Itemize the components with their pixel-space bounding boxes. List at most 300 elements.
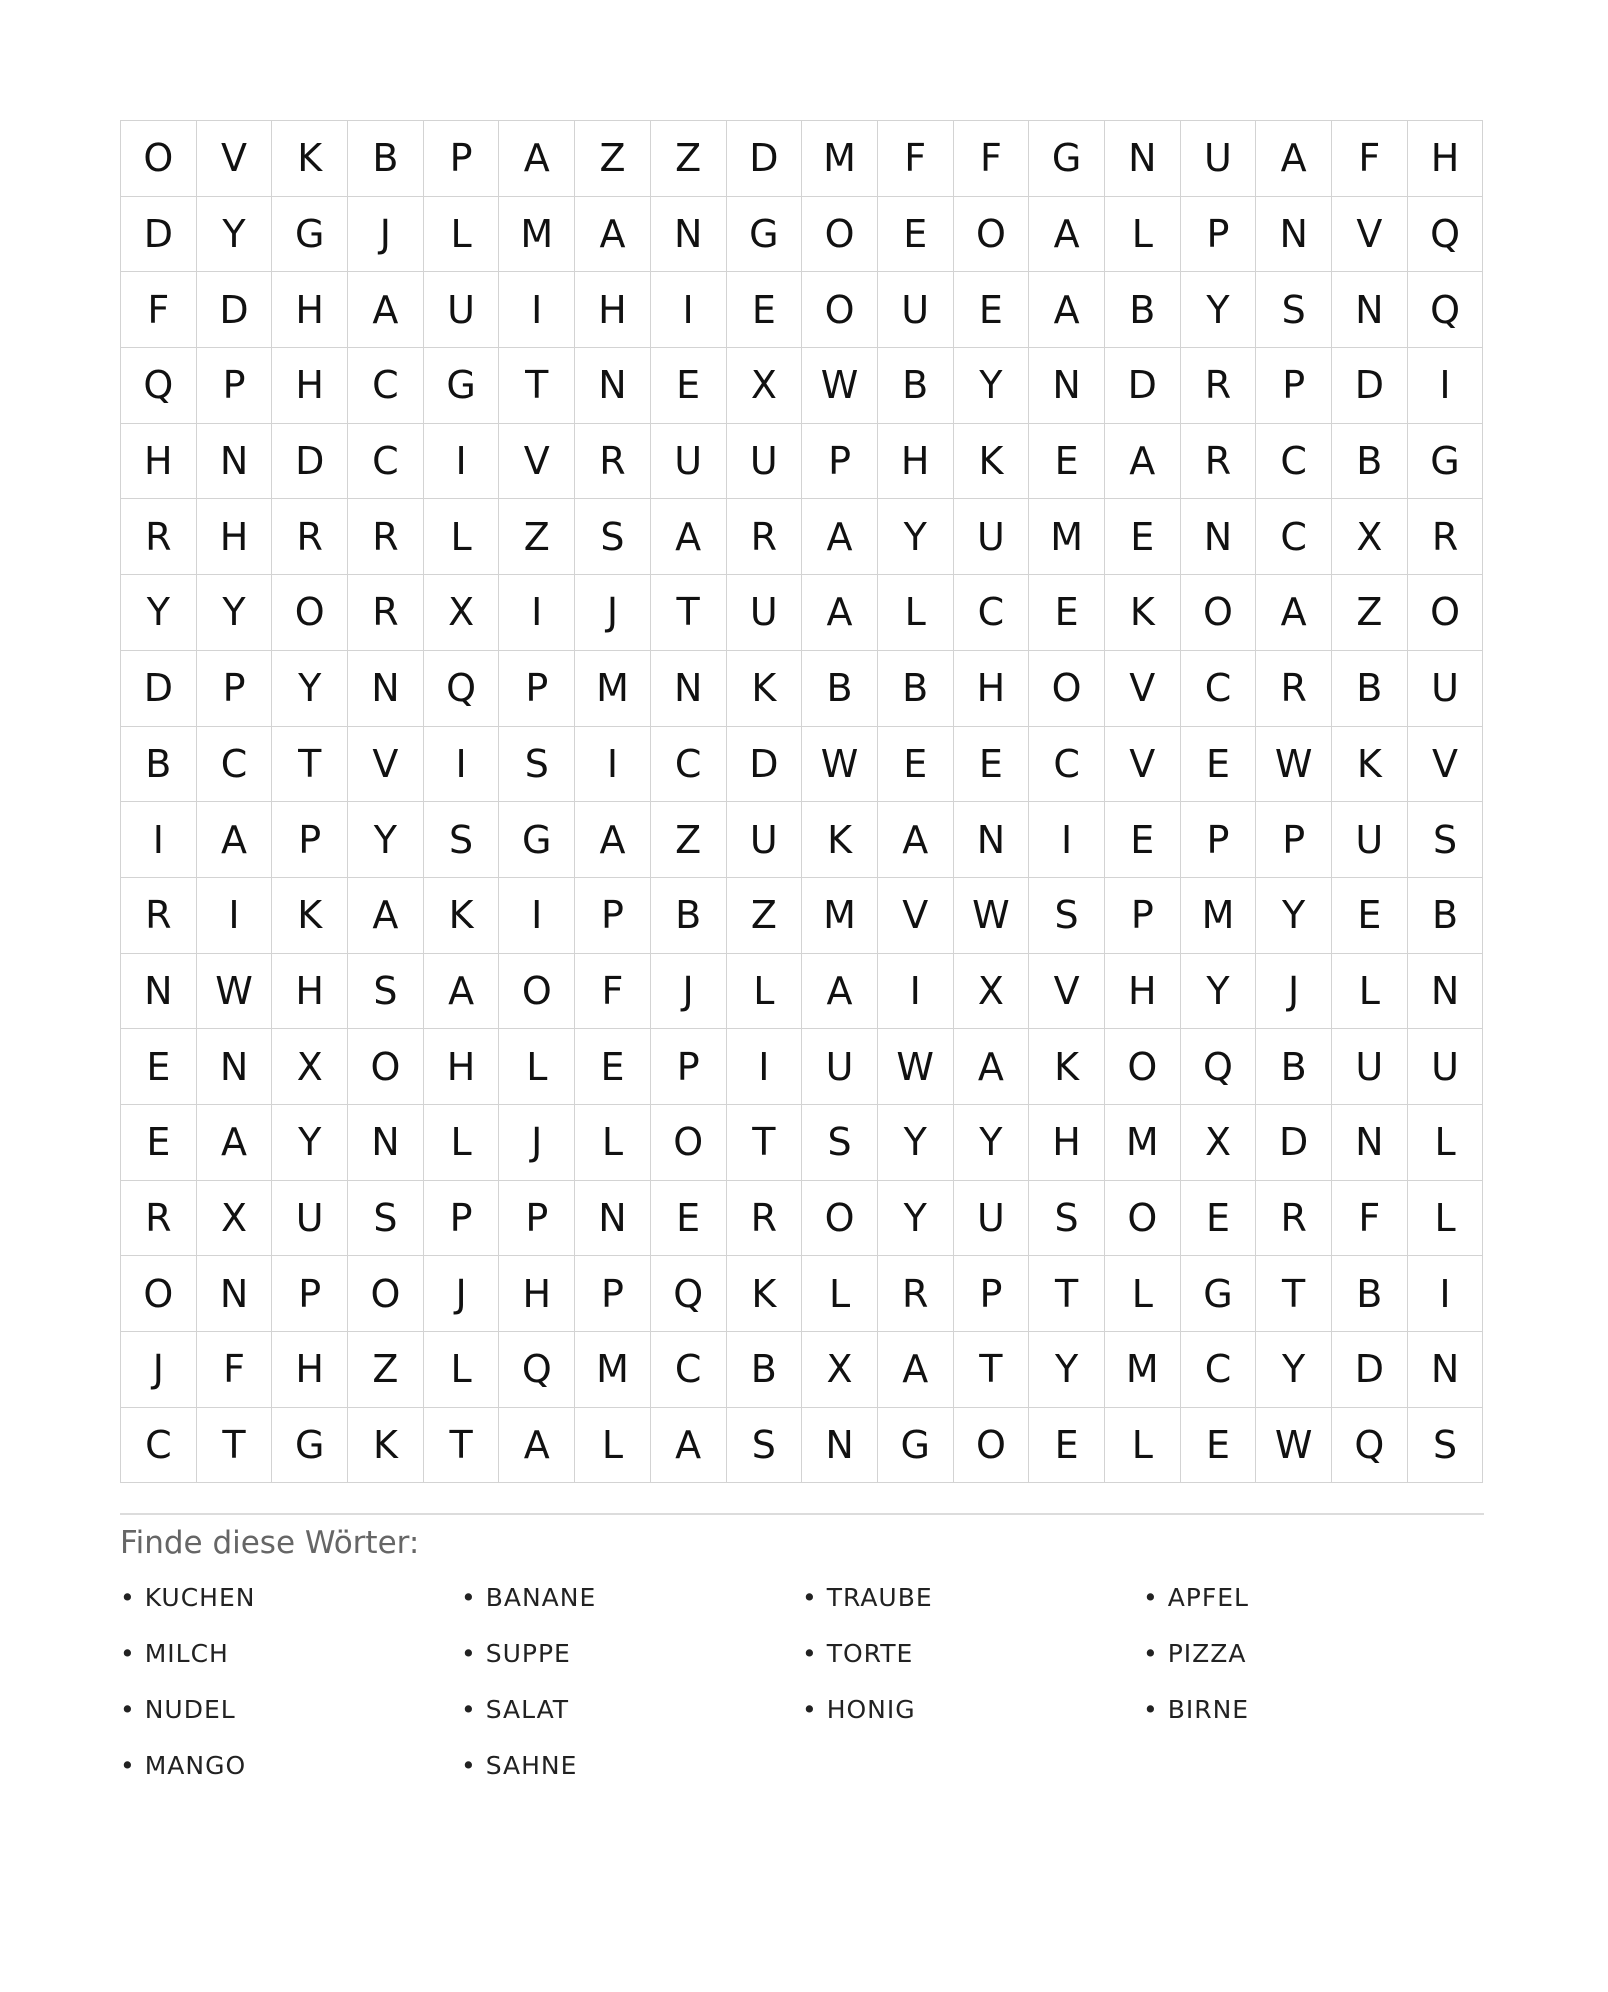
grid-cell[interactable]: N <box>575 1181 651 1257</box>
grid-cell[interactable]: Q <box>1408 272 1484 348</box>
grid-cell[interactable]: H <box>1408 121 1484 197</box>
grid-cell[interactable]: B <box>121 727 197 803</box>
grid-cell[interactable]: Z <box>727 878 803 954</box>
grid-cell[interactable]: C <box>348 424 424 500</box>
grid-cell[interactable]: S <box>424 802 500 878</box>
grid-cell[interactable]: O <box>802 197 878 273</box>
grid-cell[interactable]: E <box>1029 424 1105 500</box>
grid-cell[interactable]: V <box>1029 954 1105 1030</box>
grid-cell[interactable]: B <box>1332 424 1408 500</box>
grid-cell[interactable]: R <box>1256 1181 1332 1257</box>
grid-cell[interactable]: K <box>802 802 878 878</box>
grid-cell[interactable]: K <box>954 424 1030 500</box>
grid-cell[interactable]: M <box>1029 499 1105 575</box>
grid-cell[interactable]: B <box>1332 1256 1408 1332</box>
grid-cell[interactable]: N <box>1029 348 1105 424</box>
grid-cell[interactable]: J <box>651 954 727 1030</box>
grid-cell[interactable]: A <box>575 802 651 878</box>
grid-cell[interactable]: L <box>424 1332 500 1408</box>
grid-cell[interactable]: T <box>272 727 348 803</box>
grid-cell[interactable]: E <box>575 1029 651 1105</box>
grid-cell[interactable]: T <box>424 1408 500 1484</box>
grid-cell[interactable]: W <box>802 727 878 803</box>
grid-cell[interactable]: A <box>802 954 878 1030</box>
grid-cell[interactable]: F <box>1332 121 1408 197</box>
grid-cell[interactable]: B <box>1408 878 1484 954</box>
grid-cell[interactable]: N <box>1256 197 1332 273</box>
grid-cell[interactable]: Z <box>575 121 651 197</box>
grid-cell[interactable]: W <box>878 1029 954 1105</box>
grid-cell[interactable]: P <box>424 1181 500 1257</box>
grid-cell[interactable]: B <box>1256 1029 1332 1105</box>
grid-cell[interactable]: D <box>727 121 803 197</box>
grid-cell[interactable]: Q <box>499 1332 575 1408</box>
grid-cell[interactable]: S <box>1408 802 1484 878</box>
grid-cell[interactable]: R <box>121 499 197 575</box>
grid-cell[interactable]: M <box>1105 1105 1181 1181</box>
grid-cell[interactable]: P <box>499 651 575 727</box>
grid-cell[interactable]: H <box>272 348 348 424</box>
grid-cell[interactable]: V <box>499 424 575 500</box>
grid-cell[interactable]: R <box>727 1181 803 1257</box>
grid-cell[interactable]: S <box>348 1181 424 1257</box>
grid-cell[interactable]: W <box>1256 727 1332 803</box>
grid-cell[interactable]: A <box>802 499 878 575</box>
grid-cell[interactable]: J <box>121 1332 197 1408</box>
grid-cell[interactable]: B <box>727 1332 803 1408</box>
grid-cell[interactable]: K <box>272 878 348 954</box>
grid-cell[interactable]: O <box>651 1105 727 1181</box>
grid-cell[interactable]: I <box>1408 348 1484 424</box>
grid-cell[interactable]: O <box>802 1181 878 1257</box>
grid-cell[interactable]: S <box>727 1408 803 1484</box>
grid-cell[interactable]: E <box>727 272 803 348</box>
grid-cell[interactable]: Y <box>1256 878 1332 954</box>
grid-cell[interactable]: Z <box>499 499 575 575</box>
grid-cell[interactable]: N <box>1332 272 1408 348</box>
grid-cell[interactable]: Y <box>1181 954 1257 1030</box>
grid-cell[interactable]: P <box>197 651 273 727</box>
grid-cell[interactable]: C <box>1181 1332 1257 1408</box>
grid-cell[interactable]: R <box>272 499 348 575</box>
grid-cell[interactable]: L <box>727 954 803 1030</box>
grid-cell[interactable]: E <box>651 1181 727 1257</box>
grid-cell[interactable]: D <box>727 727 803 803</box>
grid-cell[interactable]: O <box>802 272 878 348</box>
grid-cell[interactable]: L <box>1332 954 1408 1030</box>
grid-cell[interactable]: V <box>1105 651 1181 727</box>
grid-cell[interactable]: Y <box>348 802 424 878</box>
grid-cell[interactable]: U <box>1408 651 1484 727</box>
grid-cell[interactable]: H <box>954 651 1030 727</box>
grid-cell[interactable]: A <box>424 954 500 1030</box>
grid-cell[interactable]: L <box>1408 1181 1484 1257</box>
grid-cell[interactable]: P <box>575 1256 651 1332</box>
grid-cell[interactable]: A <box>878 802 954 878</box>
grid-cell[interactable]: L <box>1105 197 1181 273</box>
grid-cell[interactable]: Q <box>1332 1408 1408 1484</box>
grid-cell[interactable]: N <box>348 1105 424 1181</box>
grid-cell[interactable]: H <box>272 954 348 1030</box>
grid-cell[interactable]: K <box>727 1256 803 1332</box>
grid-cell[interactable]: B <box>878 651 954 727</box>
grid-cell[interactable]: N <box>1105 121 1181 197</box>
grid-cell[interactable]: N <box>954 802 1030 878</box>
grid-cell[interactable]: H <box>272 272 348 348</box>
grid-cell[interactable]: N <box>1408 954 1484 1030</box>
grid-cell[interactable]: E <box>954 272 1030 348</box>
grid-cell[interactable]: N <box>1332 1105 1408 1181</box>
grid-cell[interactable]: S <box>348 954 424 1030</box>
grid-cell[interactable]: E <box>1332 878 1408 954</box>
grid-cell[interactable]: A <box>1256 121 1332 197</box>
grid-cell[interactable]: P <box>1181 802 1257 878</box>
grid-cell[interactable]: Y <box>272 651 348 727</box>
grid-cell[interactable]: A <box>1105 424 1181 500</box>
grid-cell[interactable]: B <box>1105 272 1181 348</box>
grid-cell[interactable]: F <box>1332 1181 1408 1257</box>
grid-cell[interactable]: R <box>1181 424 1257 500</box>
grid-cell[interactable]: C <box>1181 651 1257 727</box>
grid-cell[interactable]: A <box>197 1105 273 1181</box>
grid-cell[interactable]: Y <box>1029 1332 1105 1408</box>
grid-cell[interactable]: C <box>348 348 424 424</box>
grid-cell[interactable]: R <box>348 575 424 651</box>
grid-cell[interactable]: A <box>1029 197 1105 273</box>
grid-cell[interactable]: Y <box>878 1181 954 1257</box>
grid-cell[interactable]: U <box>878 272 954 348</box>
grid-cell[interactable]: O <box>1181 575 1257 651</box>
grid-cell[interactable]: N <box>575 348 651 424</box>
grid-cell[interactable]: M <box>1105 1332 1181 1408</box>
grid-cell[interactable]: Y <box>954 348 1030 424</box>
grid-cell[interactable]: L <box>1105 1408 1181 1484</box>
grid-cell[interactable]: E <box>1029 575 1105 651</box>
grid-cell[interactable]: O <box>1408 575 1484 651</box>
grid-cell[interactable]: C <box>1029 727 1105 803</box>
grid-cell[interactable]: S <box>1029 1181 1105 1257</box>
grid-cell[interactable]: T <box>727 1105 803 1181</box>
grid-cell[interactable]: S <box>575 499 651 575</box>
grid-cell[interactable]: U <box>954 499 1030 575</box>
grid-cell[interactable]: L <box>878 575 954 651</box>
grid-cell[interactable]: N <box>121 954 197 1030</box>
grid-cell[interactable]: K <box>348 1408 424 1484</box>
grid-cell[interactable]: T <box>1256 1256 1332 1332</box>
grid-cell[interactable]: I <box>197 878 273 954</box>
grid-cell[interactable]: S <box>1408 1408 1484 1484</box>
grid-cell[interactable]: I <box>651 272 727 348</box>
grid-cell[interactable]: G <box>727 197 803 273</box>
grid-cell[interactable]: I <box>499 575 575 651</box>
grid-cell[interactable]: N <box>1408 1332 1484 1408</box>
grid-cell[interactable]: K <box>727 651 803 727</box>
grid-cell[interactable]: U <box>1408 1029 1484 1105</box>
grid-cell[interactable]: B <box>802 651 878 727</box>
grid-cell[interactable]: K <box>424 878 500 954</box>
grid-cell[interactable]: A <box>651 499 727 575</box>
grid-cell[interactable]: R <box>1408 499 1484 575</box>
grid-cell[interactable]: A <box>348 878 424 954</box>
grid-cell[interactable]: D <box>1332 1332 1408 1408</box>
grid-cell[interactable]: J <box>1256 954 1332 1030</box>
grid-cell[interactable]: K <box>1029 1029 1105 1105</box>
grid-cell[interactable]: J <box>499 1105 575 1181</box>
grid-cell[interactable]: M <box>802 121 878 197</box>
grid-cell[interactable]: D <box>121 651 197 727</box>
grid-cell[interactable]: O <box>1029 651 1105 727</box>
grid-cell[interactable]: C <box>1256 499 1332 575</box>
grid-cell[interactable]: P <box>651 1029 727 1105</box>
grid-cell[interactable]: X <box>197 1181 273 1257</box>
grid-cell[interactable]: P <box>197 348 273 424</box>
grid-cell[interactable]: R <box>121 878 197 954</box>
grid-cell[interactable]: E <box>1181 727 1257 803</box>
grid-cell[interactable]: F <box>954 121 1030 197</box>
grid-cell[interactable]: F <box>878 121 954 197</box>
grid-cell[interactable]: G <box>1029 121 1105 197</box>
grid-cell[interactable]: N <box>651 651 727 727</box>
grid-cell[interactable]: K <box>1105 575 1181 651</box>
grid-cell[interactable]: G <box>1408 424 1484 500</box>
grid-cell[interactable]: S <box>1029 878 1105 954</box>
grid-cell[interactable]: B <box>348 121 424 197</box>
grid-cell[interactable]: O <box>954 1408 1030 1484</box>
grid-cell[interactable]: D <box>197 272 273 348</box>
grid-cell[interactable]: C <box>121 1408 197 1484</box>
grid-cell[interactable]: P <box>499 1181 575 1257</box>
grid-cell[interactable]: H <box>424 1029 500 1105</box>
grid-cell[interactable]: Q <box>1408 197 1484 273</box>
grid-cell[interactable]: L <box>424 197 500 273</box>
grid-cell[interactable]: G <box>424 348 500 424</box>
grid-cell[interactable]: O <box>121 121 197 197</box>
grid-cell[interactable]: E <box>121 1029 197 1105</box>
grid-cell[interactable]: Y <box>878 1105 954 1181</box>
grid-cell[interactable]: O <box>1105 1181 1181 1257</box>
grid-cell[interactable]: M <box>802 878 878 954</box>
grid-cell[interactable]: M <box>1181 878 1257 954</box>
grid-cell[interactable]: G <box>272 197 348 273</box>
grid-cell[interactable]: P <box>1256 348 1332 424</box>
grid-cell[interactable]: T <box>197 1408 273 1484</box>
grid-cell[interactable]: Q <box>1181 1029 1257 1105</box>
grid-cell[interactable]: D <box>1332 348 1408 424</box>
grid-cell[interactable]: N <box>197 1256 273 1332</box>
grid-cell[interactable]: U <box>272 1181 348 1257</box>
grid-cell[interactable]: M <box>575 651 651 727</box>
grid-cell[interactable]: A <box>1029 272 1105 348</box>
grid-cell[interactable]: U <box>1332 1029 1408 1105</box>
grid-cell[interactable]: A <box>348 272 424 348</box>
grid-cell[interactable]: S <box>499 727 575 803</box>
grid-cell[interactable]: Z <box>651 802 727 878</box>
grid-cell[interactable]: H <box>1105 954 1181 1030</box>
grid-cell[interactable]: L <box>575 1105 651 1181</box>
grid-cell[interactable]: W <box>802 348 878 424</box>
grid-cell[interactable]: N <box>348 651 424 727</box>
grid-cell[interactable]: K <box>1332 727 1408 803</box>
grid-cell[interactable]: E <box>878 727 954 803</box>
grid-cell[interactable]: O <box>348 1256 424 1332</box>
grid-cell[interactable]: T <box>651 575 727 651</box>
grid-cell[interactable]: V <box>1408 727 1484 803</box>
grid-cell[interactable]: N <box>1181 499 1257 575</box>
grid-cell[interactable]: A <box>802 575 878 651</box>
grid-cell[interactable]: M <box>575 1332 651 1408</box>
grid-cell[interactable]: E <box>1105 802 1181 878</box>
grid-cell[interactable]: U <box>802 1029 878 1105</box>
grid-cell[interactable]: E <box>1029 1408 1105 1484</box>
grid-cell[interactable]: V <box>878 878 954 954</box>
grid-cell[interactable]: E <box>121 1105 197 1181</box>
grid-cell[interactable]: U <box>424 272 500 348</box>
grid-cell[interactable]: E <box>1105 499 1181 575</box>
grid-cell[interactable]: S <box>802 1105 878 1181</box>
grid-cell[interactable]: N <box>802 1408 878 1484</box>
grid-cell[interactable]: Y <box>197 575 273 651</box>
grid-cell[interactable]: L <box>424 499 500 575</box>
grid-cell[interactable]: P <box>575 878 651 954</box>
grid-cell[interactable]: X <box>954 954 1030 1030</box>
grid-cell[interactable]: J <box>424 1256 500 1332</box>
grid-cell[interactable]: D <box>272 424 348 500</box>
grid-cell[interactable]: N <box>651 197 727 273</box>
grid-cell[interactable]: G <box>878 1408 954 1484</box>
grid-cell[interactable]: U <box>1181 121 1257 197</box>
grid-cell[interactable]: Z <box>348 1332 424 1408</box>
grid-cell[interactable]: I <box>1029 802 1105 878</box>
grid-cell[interactable]: P <box>954 1256 1030 1332</box>
grid-cell[interactable]: C <box>651 1332 727 1408</box>
grid-cell[interactable]: L <box>575 1408 651 1484</box>
grid-cell[interactable]: C <box>954 575 1030 651</box>
grid-cell[interactable]: O <box>499 954 575 1030</box>
grid-cell[interactable]: H <box>121 424 197 500</box>
grid-cell[interactable]: I <box>1408 1256 1484 1332</box>
grid-cell[interactable]: V <box>348 727 424 803</box>
grid-cell[interactable]: V <box>197 121 273 197</box>
grid-cell[interactable]: X <box>1332 499 1408 575</box>
grid-cell[interactable]: Z <box>651 121 727 197</box>
grid-cell[interactable]: Z <box>1332 575 1408 651</box>
grid-cell[interactable]: A <box>499 1408 575 1484</box>
grid-cell[interactable]: I <box>499 272 575 348</box>
grid-cell[interactable]: S <box>1256 272 1332 348</box>
grid-cell[interactable]: F <box>575 954 651 1030</box>
grid-cell[interactable]: A <box>878 1332 954 1408</box>
grid-cell[interactable]: U <box>727 575 803 651</box>
grid-cell[interactable]: E <box>651 348 727 424</box>
grid-cell[interactable]: N <box>197 424 273 500</box>
grid-cell[interactable]: P <box>1105 878 1181 954</box>
grid-cell[interactable]: W <box>1256 1408 1332 1484</box>
grid-cell[interactable]: Y <box>954 1105 1030 1181</box>
grid-cell[interactable]: U <box>727 424 803 500</box>
grid-cell[interactable]: F <box>197 1332 273 1408</box>
grid-cell[interactable]: R <box>1181 348 1257 424</box>
grid-cell[interactable]: I <box>499 878 575 954</box>
grid-cell[interactable]: Q <box>121 348 197 424</box>
grid-cell[interactable]: P <box>802 424 878 500</box>
grid-cell[interactable]: I <box>878 954 954 1030</box>
grid-cell[interactable]: Y <box>878 499 954 575</box>
grid-cell[interactable]: L <box>424 1105 500 1181</box>
grid-cell[interactable]: H <box>197 499 273 575</box>
grid-cell[interactable]: I <box>121 802 197 878</box>
grid-cell[interactable]: J <box>348 197 424 273</box>
grid-cell[interactable]: X <box>1181 1105 1257 1181</box>
grid-cell[interactable]: Y <box>121 575 197 651</box>
grid-cell[interactable]: A <box>1256 575 1332 651</box>
grid-cell[interactable]: G <box>499 802 575 878</box>
grid-cell[interactable]: V <box>1105 727 1181 803</box>
grid-cell[interactable]: B <box>651 878 727 954</box>
grid-cell[interactable]: L <box>1408 1105 1484 1181</box>
grid-cell[interactable]: H <box>878 424 954 500</box>
grid-cell[interactable]: I <box>727 1029 803 1105</box>
grid-cell[interactable]: I <box>424 727 500 803</box>
grid-cell[interactable]: Q <box>424 651 500 727</box>
grid-cell[interactable]: B <box>878 348 954 424</box>
grid-cell[interactable]: H <box>575 272 651 348</box>
grid-cell[interactable]: J <box>575 575 651 651</box>
grid-cell[interactable]: E <box>954 727 1030 803</box>
grid-cell[interactable]: E <box>1181 1181 1257 1257</box>
grid-cell[interactable]: W <box>197 954 273 1030</box>
grid-cell[interactable]: X <box>727 348 803 424</box>
grid-cell[interactable]: N <box>197 1029 273 1105</box>
grid-cell[interactable]: L <box>802 1256 878 1332</box>
grid-cell[interactable]: R <box>121 1181 197 1257</box>
grid-cell[interactable]: C <box>651 727 727 803</box>
grid-cell[interactable]: Y <box>272 1105 348 1181</box>
grid-cell[interactable]: U <box>1332 802 1408 878</box>
grid-cell[interactable]: A <box>499 121 575 197</box>
grid-cell[interactable]: D <box>1256 1105 1332 1181</box>
grid-cell[interactable]: Q <box>651 1256 727 1332</box>
grid-cell[interactable]: V <box>1332 197 1408 273</box>
grid-cell[interactable]: L <box>499 1029 575 1105</box>
grid-cell[interactable]: E <box>878 197 954 273</box>
grid-cell[interactable]: T <box>954 1332 1030 1408</box>
grid-cell[interactable]: H <box>272 1332 348 1408</box>
grid-cell[interactable]: U <box>651 424 727 500</box>
grid-cell[interactable]: K <box>272 121 348 197</box>
grid-cell[interactable]: A <box>651 1408 727 1484</box>
grid-cell[interactable]: X <box>424 575 500 651</box>
grid-cell[interactable]: H <box>499 1256 575 1332</box>
grid-cell[interactable]: B <box>1332 651 1408 727</box>
grid-cell[interactable]: A <box>954 1029 1030 1105</box>
grid-cell[interactable]: G <box>1181 1256 1257 1332</box>
grid-cell[interactable]: O <box>121 1256 197 1332</box>
grid-cell[interactable]: D <box>121 197 197 273</box>
grid-cell[interactable]: X <box>272 1029 348 1105</box>
grid-cell[interactable]: A <box>197 802 273 878</box>
grid-cell[interactable]: R <box>878 1256 954 1332</box>
grid-cell[interactable]: U <box>727 802 803 878</box>
grid-cell[interactable]: R <box>1256 651 1332 727</box>
grid-cell[interactable]: I <box>424 424 500 500</box>
grid-cell[interactable]: W <box>954 878 1030 954</box>
grid-cell[interactable]: R <box>727 499 803 575</box>
grid-cell[interactable]: T <box>499 348 575 424</box>
grid-cell[interactable]: O <box>1105 1029 1181 1105</box>
grid-cell[interactable]: Y <box>1181 272 1257 348</box>
grid-cell[interactable]: P <box>1181 197 1257 273</box>
grid-cell[interactable]: L <box>1105 1256 1181 1332</box>
